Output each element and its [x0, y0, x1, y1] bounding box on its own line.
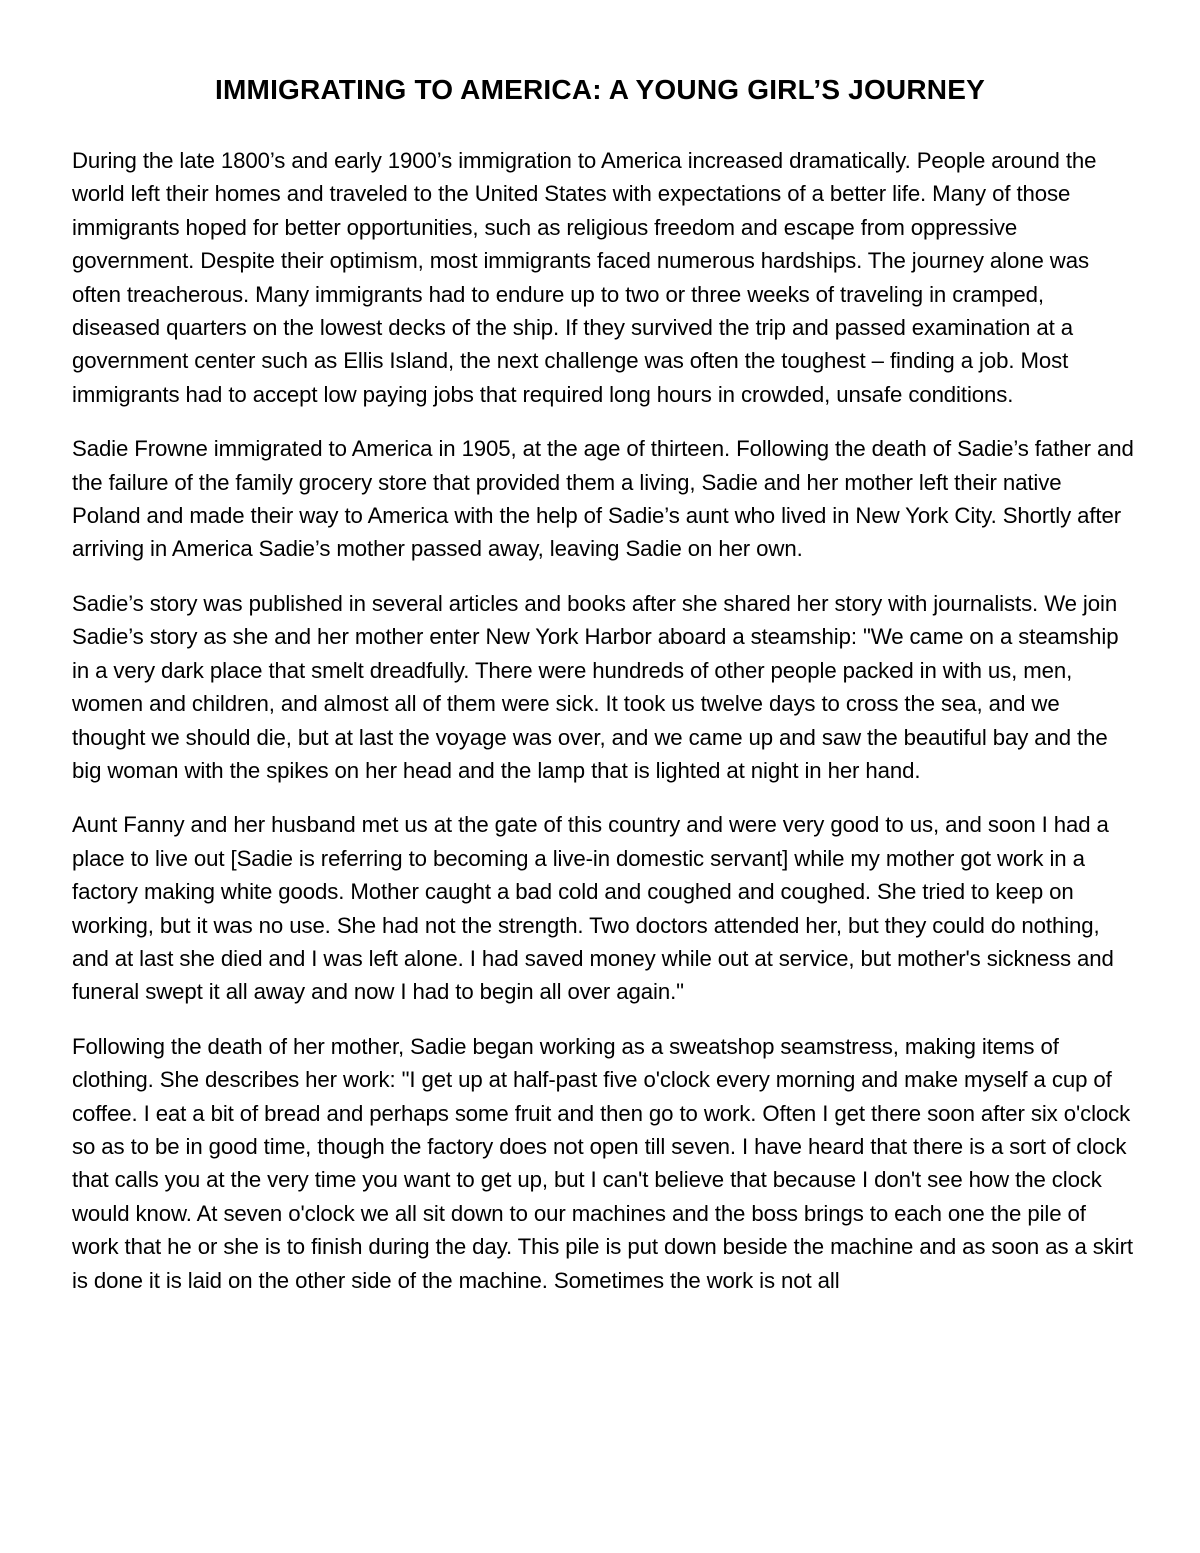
document-body: [72, 144, 1134, 1318]
paragraph-sadie-background: Sadie Frowne immigrated to America in 1905, at the age of thirteen. Following the death of Sadie’s father and the failure of the family grocery store that provided them a living, Sadie and her mother left their native Poland and made their way to America with the help of Sadie’s aunt who lived in New York City. Shortly after arriving in America Sadie’s mother passed away, leaving Sadie on her own.: [72, 436, 1134, 562]
paragraph-sweatshop-work: Following the death of her mother, Sadie began working as a sweatshop seamstress, making items of clothing. She describes her work: "I get up at half-past five o'clock every morning and make myself a cup of coffee. I eat a bit of bread and perhaps some fruit and then go to work. Often I get there soon after six o'clock so as to be in good time, though the factory does not open till seven. I have heard that there is a sort of clock that calls you at the very time you want to get up, but I can't believe that because I don't see how the clock would know. At seven o'clock we all sit down to our machines and the boss brings to each one the pile of work that he or she is to finish during the day. This pile is put down beside the machine and as soon as a skirt is done it is laid on the other side of the machine. Sometimes the work is not all: [72, 1033, 1133, 1293]
paragraph-aunt-fanny: Aunt Fanny and her husband met us at the gate of this country and were very good to us, and soon I had a place to live out [Sadie is referring to becoming a live-in domestic servant] while my mother got work in a factory making white goods. Mother caught a bad cold and coughed and coughed. She tried to keep on working, but it was no use. She had not the strength. Two doctors attended her, but they could do nothing, and at last she died and I was left alone. I had saved money while out at service, but mother's sickness and funeral swept it all away and now I had to begin all over again.": [72, 812, 1114, 1005]
document-title: IMMIGRATING TO AMERICA: A YOUNG GIRL’S JOURNEY: [215, 74, 985, 105]
paragraph-immigration-overview: During the late 1800’s and early 1900’s immigration to America increased dramatically. People around the world left their homes and traveled to the United States with expectations of a better life. Many of those immigrants hoped for better opportunities, such as religious freedom and escape from oppressive government. Despite their optimism, most immigrants faced numerous hardships. The journey alone was often treacherous. Many immigrants had to endure up to two or three weeks of traveling in cramped, diseased quarters on the lowest decks of the ship. If they survived the trip and passed examination at a government center such as Ellis Island, the next challenge was often the toughest – finding a job. Most immigrants had to accept low paying jobs that required long hours in crowded, unsafe conditions.: [72, 148, 1097, 407]
paragraph-steamship-journey: Sadie’s story was published in several articles and books after she shared her story with journalists. We join Sadie’s story as she and her mother enter New York Harbor aboard a steamship: "We came on a steamship in a very dark place that smelt dreadfully. There were hundreds of other people packed in with us, men, women and children, and almost all of them were sick. It took us twelve days to cross the sea, and we thought we should die, but at last the voyage was over, and we came up and saw the beautiful bay and the big woman with the spikes on her head and the lamp that is lighted at night in her hand.: [72, 590, 1119, 783]
